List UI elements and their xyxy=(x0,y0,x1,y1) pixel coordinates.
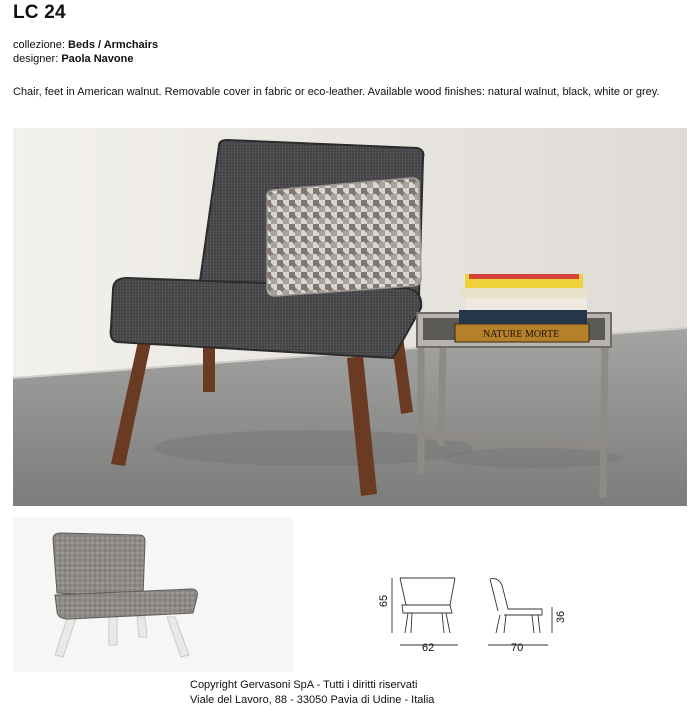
hero-photo xyxy=(13,128,687,506)
collection-label: collezione: xyxy=(13,39,65,51)
book-title-nature-morte: NATURE MORTE xyxy=(483,329,560,340)
designer-line xyxy=(13,53,133,66)
side-depth-label: 70 xyxy=(511,642,524,654)
designer-value: Paola Navone xyxy=(61,53,134,65)
side-view-drawing xyxy=(488,579,552,645)
product-thumbnail xyxy=(13,517,293,672)
dimension-drawings xyxy=(370,565,590,665)
side-seat-height-label: 36 xyxy=(555,610,568,624)
houndstooth-pillow xyxy=(267,178,421,296)
front-view-drawing xyxy=(392,578,458,645)
copyright-line: Copyright Gervasoni SpA - Tutti i diritti riservati xyxy=(190,679,418,691)
address-line: Viale del Lavoro, 88 - 33050 Pavia di Udine - Italia xyxy=(190,694,435,706)
copyright-footer xyxy=(190,678,434,708)
book-stack xyxy=(455,274,589,342)
front-height-label: 65 xyxy=(378,594,391,608)
front-width-label: 62 xyxy=(422,642,435,654)
designer-label: designer: xyxy=(13,53,59,65)
collection-line xyxy=(13,39,158,52)
collection-value: Beds / Armchairs xyxy=(68,39,159,51)
product-title: LC 24 xyxy=(13,2,66,23)
product-description: Chair, feet in American walnut. Removable cover in fabric or eco-leather. Available wood finishes: natural walnut, black, white or grey. xyxy=(13,86,660,98)
